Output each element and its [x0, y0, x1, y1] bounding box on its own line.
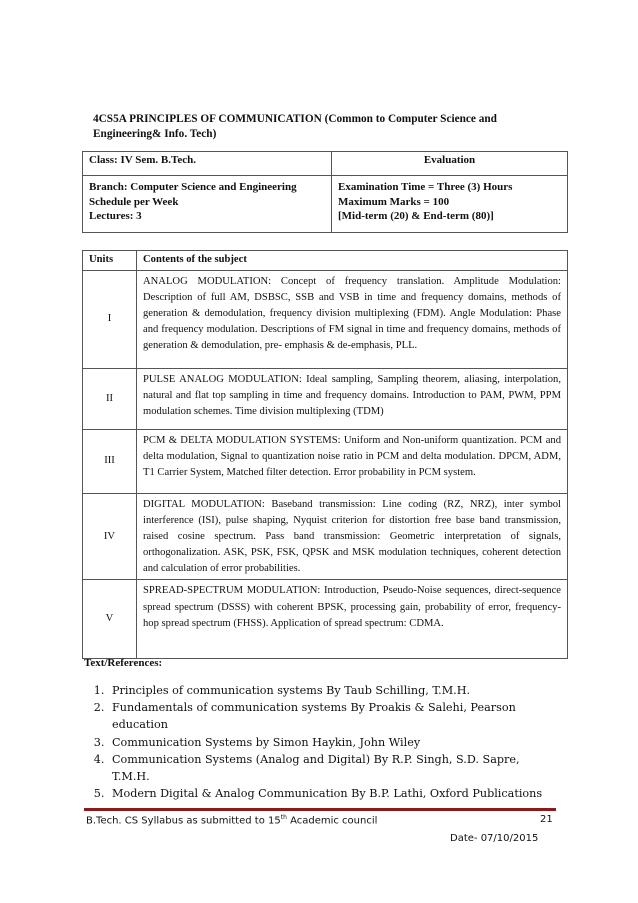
footer-text-suffix: Academic council: [286, 815, 378, 827]
schedule-text: Schedule per Week: [89, 195, 179, 208]
max-marks-text: Maximum Marks = 100: [338, 195, 450, 208]
unit-content: PULSE ANALOG MODULATION: Ideal sampling, Sampling theorem, aliasing, interpolation, natural and flat top sampling in time and frequency domains. Introduction to PAM, PWM, PPM modulation schemes. Time division multiplexing (TDM): [137, 369, 568, 430]
list-item: 2. Fundamentals of communication systems By Proakis & Salehi, Pearson education: [108, 699, 558, 733]
list-item: 1. Principles of communication systems By Taub Schilling, T.M.H.: [108, 682, 558, 699]
evaluation-header: Evaluation: [332, 152, 568, 176]
branch-cell: [83, 176, 332, 233]
unit-content: PCM & DELTA MODULATION SYSTEMS: Uniform and Non-uniform quantization. PCM and delta modulation, Signal to quantization noise ratio in PCM and delta modulation. DPCM, ADM, T1 Carrier System, Matched filter detection. Error probability in PCM system.: [137, 430, 568, 494]
class-evaluation-table: [82, 151, 568, 233]
table-row: [83, 580, 568, 659]
class-cell: Class: IV Sem. B.Tech.: [83, 152, 332, 176]
references-title: Text/References:: [84, 657, 163, 669]
course-title: 4CS5A PRINCIPLES OF COMMUNICATION (Common to Computer Science and Engineering& Info. Tech): [93, 113, 497, 140]
footer-text-sup: th: [280, 814, 287, 821]
table-row: [83, 430, 568, 494]
references-list: [88, 682, 558, 802]
unit-number: III: [83, 430, 137, 494]
footer-text-prefix: B.Tech. CS Syllabus as submitted to 15: [86, 815, 281, 827]
contents-header: Contents of the subject: [137, 251, 568, 271]
table-row: [83, 271, 568, 369]
unit-number: V: [83, 580, 137, 659]
footer-date: Date- 07/10/2015: [450, 833, 539, 844]
marks-split-text: [Mid-term (20) & End-term (80)]: [338, 210, 494, 222]
footer-rule: [84, 808, 556, 811]
list-item: 3. Communication Systems by Simon Haykin, John Wiley: [108, 734, 558, 751]
units-header: Units: [83, 251, 137, 271]
exam-cell: [332, 176, 568, 233]
unit-number: IV: [83, 494, 137, 580]
page-number: 21: [540, 814, 553, 825]
lectures-text: Lectures: 3: [89, 210, 142, 222]
footer-text: [86, 814, 377, 826]
units-table: [82, 250, 568, 659]
list-item: 5. Modern Digital & Analog Communication By B.P. Lathi, Oxford Publications: [108, 785, 558, 802]
unit-content: DIGITAL MODULATION: Baseband transmission: Line coding (RZ, NRZ), inter symbol interference (ISI), pulse shaping, Nyquist criterion for distortion free base band transmission, raised cosine spectrum. Pass band transmission: Geometric interpretation of signals, orthogonalization. ASK, PSK, FSK, QPSK and MSK modulation techniques, coherent detection and calculation of error probabilities.: [137, 494, 568, 580]
table-row: [83, 494, 568, 580]
unit-number: II: [83, 369, 137, 430]
list-item: 4. Communication Systems (Analog and Digital) By R.P. Singh, S.D. Sapre, T.M.H.: [108, 751, 558, 785]
table-row: [83, 369, 568, 430]
exam-time-text: Examination Time = Three (3) Hours: [338, 181, 513, 193]
branch-text: Branch: Computer Science and Engineering: [89, 181, 297, 193]
unit-number: I: [83, 271, 137, 369]
unit-content: SPREAD-SPECTRUM MODULATION: Introduction, Pseudo-Noise sequences, direct-sequence spread spectrum (DSSS) with coherent BPSK, processing gain, probability of error, frequency-hop spread spectrum (FHSS). Application of spread spectrum: CDMA.: [137, 580, 568, 659]
unit-content: ANALOG MODULATION: Concept of frequency translation. Amplitude Modulation: Description of full AM, DSBSC, SSB and VSB in time and frequency domains, methods of generation & demodulation, frequency division multiplexing (FDM). Angle Modulation: Phase and frequency modulation. Descriptions of FM signal in time and frequency domains, methods of generation & demodulation, pre- emphasis & de-emphasis, PLL.: [137, 271, 568, 369]
